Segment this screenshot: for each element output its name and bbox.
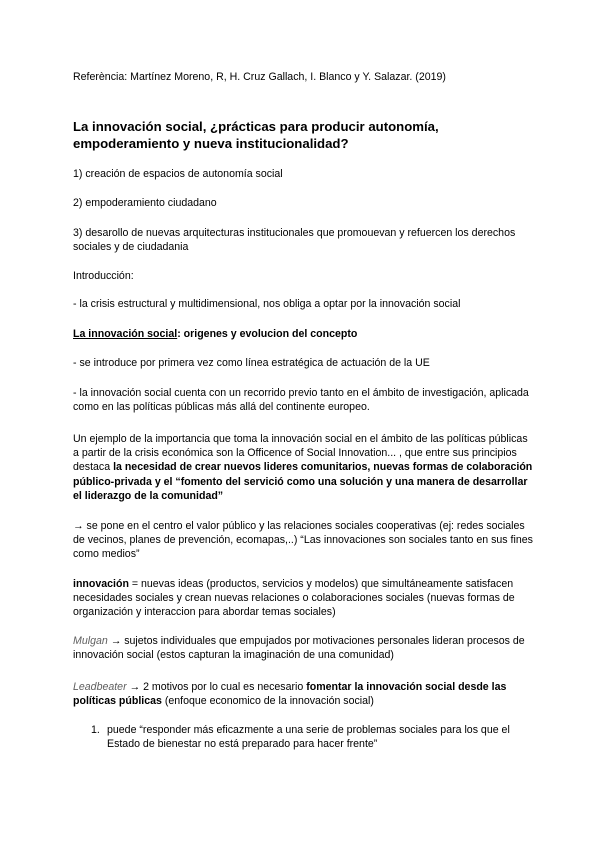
- leadbeater-text: → 2 motivos por lo cual es necesario: [126, 681, 307, 693]
- paragraph-leadbeater: [73, 680, 533, 708]
- paragraph-valor-publico: → se pone en el centro el valor público y las relaciones sociales cooperativas (ej: redes sociales de vecinos, planes de prevención, ecomapas,..) “Las innovaciones son sociales tanto en sus fines como medios”: [73, 520, 533, 561]
- innovacion-definition: = nuevas ideas (productos, servicios y modelos) que simultáneamente satisfacen necesidades sociales y crean nuevas relaciones o colaboraciones sociales (nuevas formas de organización y interaccion para abordar temas sociales): [73, 578, 515, 619]
- paragraph-innovacion-def: [73, 577, 533, 620]
- leadbeater-rest: (enfoque economico de la innovación social): [161, 695, 374, 708]
- list-item-number: 1.: [91, 724, 100, 736]
- section-heading-underlined: La innovación social: [73, 328, 178, 340]
- list-item-text: puede “responder más eficazmente a una serie de problemas sociales para los que el Estado de bienestar no está preparado para hacer frente”: [107, 724, 510, 751]
- list-item: [91, 723, 531, 751]
- paragraph-ue: - se introduce por primera vez como línea estratégica de actuación de la UE: [73, 357, 430, 369]
- paragraph-ejemplo-bold: la necesidad de crear nuevos lideres comunitarios, nuevas formas de colaboración público-privada y el “fomento del servició como una solución y una manera de desarrollar el liderazgo de la comunidad”: [73, 461, 533, 502]
- objective-3: 3) desarollo de nuevas arquitecturas institucionales que promouevan y refuercen los derechos sociales y de ciudadania: [73, 227, 516, 254]
- document-title: La innovación social, ¿prácticas para producir autonomía, empoderamiento y nueva institucionalidad?: [73, 119, 439, 151]
- paragraph-mulgan: [73, 634, 533, 662]
- leadbeater-bold: fomentar la innovación social desde las políticas públicas: [73, 681, 507, 708]
- intro-heading: Introducción:: [73, 270, 134, 282]
- innovacion-term: innovación: [73, 578, 129, 590]
- section-heading-rest: : origenes y evolucion del concepto: [177, 328, 358, 340]
- reference-line: Referència: Martínez Moreno, R, H. Cruz Gallach, I. Blanco y Y. Salazar. (2019): [73, 71, 446, 83]
- intro-text: - la crisis estructural y multidimensional, nos obliga a optar por la innovación social: [73, 298, 461, 310]
- objective-2: 2) empoderamiento ciudadano: [73, 197, 217, 209]
- leadbeater-author: Leadbeater: [73, 681, 127, 693]
- paragraph-ejemplo-text: Un ejemplo de la importancia que toma la innovación social en el ámbito de las políticas públicas a partir de la crisis económica son la Officence of Social Innovation... , que entre sus principios destaca: [73, 433, 528, 474]
- objective-1: 1) creación de espacios de autonomía social: [73, 168, 283, 180]
- paragraph-ejemplo: [73, 432, 533, 503]
- mulgan-text: → sujetos individuales que empujados por motivaciones personales lideran procesos de innovación social (estos capturan la imaginación de una comunidad): [73, 635, 525, 662]
- section-heading: [73, 327, 533, 341]
- mulgan-author: Mulgan: [73, 635, 108, 647]
- paragraph-recorrido: - la innovación social cuenta con un recorrido previo tanto en el ámbito de investigación, aplicada como en las políticas públicas más allá del continente europeo.: [73, 387, 529, 414]
